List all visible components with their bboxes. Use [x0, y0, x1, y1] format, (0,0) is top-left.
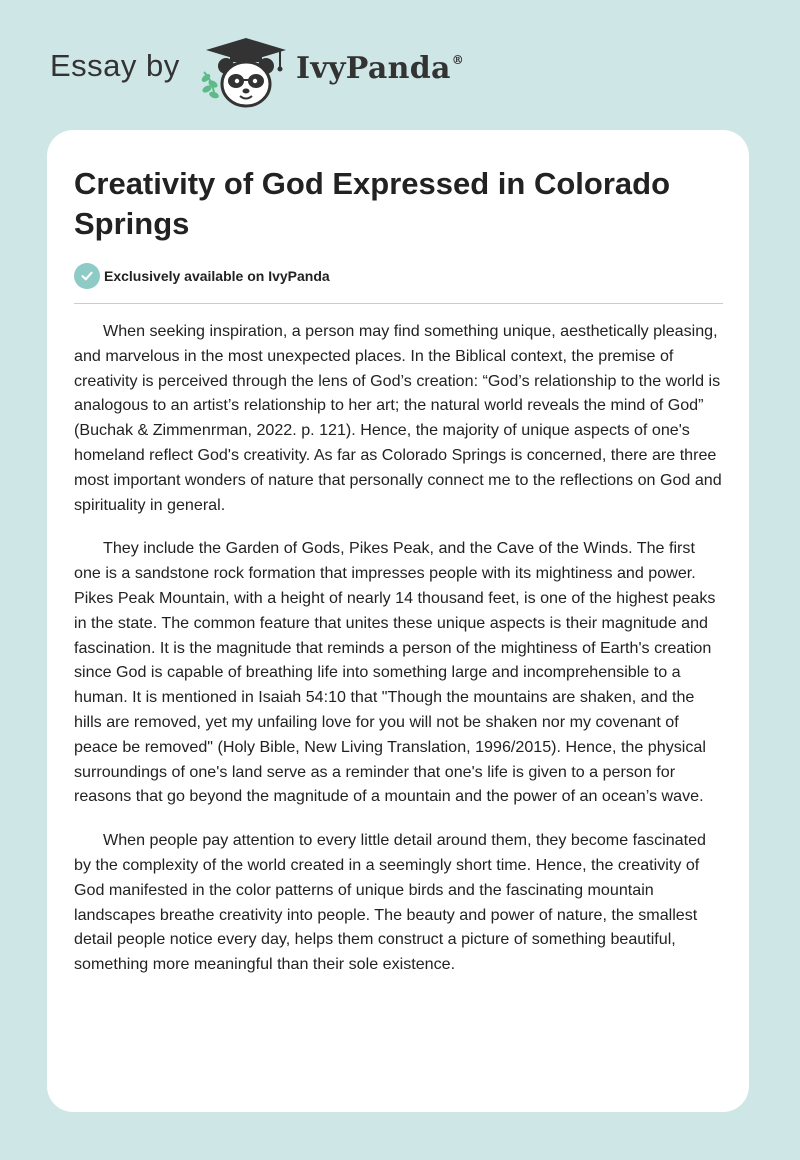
exclusive-badge	[74, 263, 330, 289]
badge-label: Exclusively available on IvyPanda	[104, 268, 330, 284]
site-header	[0, 0, 800, 130]
paragraph: They include the Garden of Gods, Pikes Peak, and the Cave of the Winds. The first one is a sandstone rock formation that impresses people with its mightiness and power. Pikes Peak Mountain, with a height of nearly 14 thousand feet, is one of the highest peaks in the state. The common feature that unites these unique aspects is their magnitude and fascination. It is the magnitude that reminds a person of the mightiness of Earth's creation since God is capable of breathing life into something large and incomprehensible to a human. It is mentioned in Isaiah 54:10 that "Though the mountains are shaken, and the hills are removed, yet my unfailing love for you will not be shaken nor my covenant of peace be removed" (Holy Bible, New Living Translation, 1996/2015). Hence, the physical surroundings of one's land serve as a reminder that one's life is given to a person for reasons that go beyond the magnitude of a mountain and the power of an ocean’s wave.	[74, 539, 716, 806]
registered-mark: ®	[451, 53, 465, 67]
essay-by-label: Essay by	[50, 48, 180, 83]
checkmark-icon	[80, 269, 94, 283]
essay-card	[47, 130, 749, 1112]
brand-name[interactable]	[296, 51, 464, 86]
check-circle-icon	[74, 263, 100, 289]
brand-name-text: IvyPanda	[296, 51, 451, 86]
page-title: Creativity of God Expressed in Colorado Springs	[74, 166, 671, 241]
divider	[74, 303, 723, 304]
leaf-icon	[200, 72, 219, 100]
essay-body	[74, 319, 726, 996]
paragraph: When people pay attention to every little detail around them, they become fascinated by the complexity of the world created in a seemingly short time. Hence, the creativity of God manifested in the color patterns of unique birds and the fascinating mountain landscapes breathe creativity into people. The beauty and power of nature, the smallest detail people notice every day, helps them construct a picture of something beautiful, something more meaningful than their sole existence.	[74, 831, 706, 974]
panda-logo-icon[interactable]	[196, 34, 292, 110]
paragraph: When seeking inspiration, a person may find something unique, aesthetically pleasing, and marvelous in the most unexpected places. In the Biblical context, the premise of creativity is perceived through the lens of God’s creation: “God’s relationship to the world is analogous to an artist’s relationship to her art; the natural world reveals the mind of God” (Buchak & Zimmenrman, 2022. p. 121). Hence, the majority of unique aspects of one's homeland reflect God's creativity. As far as Colorado Springs is concerned, there are three most important wonders of nature that personally connect me to the reflections on God and spirituality in general.	[74, 322, 722, 514]
